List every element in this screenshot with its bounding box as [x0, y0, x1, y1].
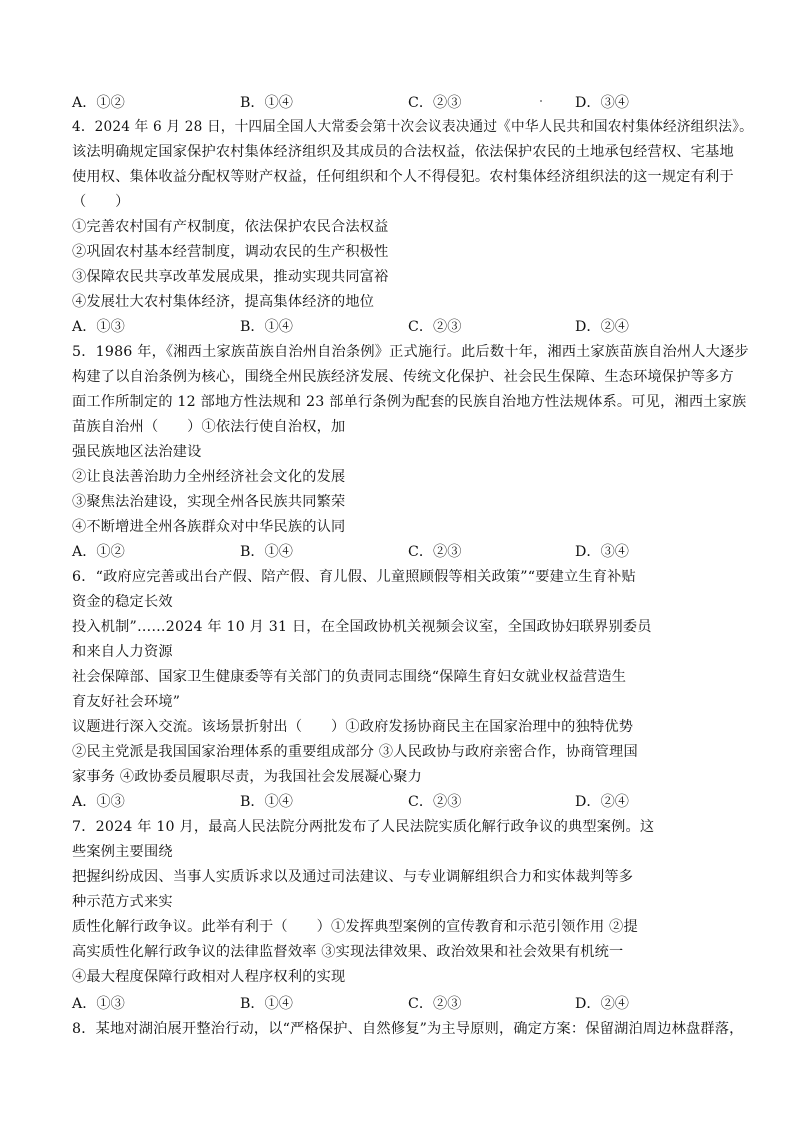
q6-statements: ②民主党派是我国国家治理体系的重要组成部分 ③人民政协与政府亲密合作，协商管理国	[72, 744, 638, 760]
q4-stem-line: 4．2024 年 6 月 28 日，十四届全国人大常委会第十次会议表决通过《中华人民共和国农村集体经济组织法》。	[72, 119, 753, 135]
q3-options	[72, 94, 692, 112]
q6-statements: 家事务 ④政协委员履职尽责，为我国社会发展凝心聚力	[72, 769, 423, 785]
q6-option-d[interactable]: D．②④	[575, 794, 629, 810]
q4-stem-line: 使用权、集体收益分配权等财产权益，任何组织和个人不得侵犯。农村集体经济组织法的这一规定有利于	[72, 169, 734, 185]
q6-option-a[interactable]: A．①③	[72, 794, 125, 810]
q4-options	[72, 318, 692, 336]
q6-options	[72, 793, 692, 811]
q4-statement-2: ②巩固农村基本经营制度，调动农民的生产积极性	[72, 244, 389, 260]
q5-stem-line: 苗族自治州（ ）①依法行使自治权，加	[72, 419, 346, 435]
q7-option-c[interactable]: C．②③	[408, 996, 462, 1012]
q5-option-a[interactable]: A．①②	[72, 544, 125, 560]
q7-option-a[interactable]: A．①③	[72, 996, 125, 1012]
q5-stem-line: 面工作所制定的 12 部地方性法规和 23 部单行条例为配套的民族自治地方性法规体系。可见，湘西土家族	[72, 394, 747, 410]
q4-statement-1: ①完善农村国有产权制度，依法保护农民合法权益	[72, 219, 389, 235]
q8-stem-line: 8．某地对湖泊展开整治行动，以“严格保护、自然修复”为主导原则，确定方案：保留湖泊周边林盘群落，	[72, 1021, 744, 1037]
q6-stem-line: 6．“政府应完善或出台产假、陪产假、育儿假、儿童照顾假等相关政策”“要建立生育补贴	[72, 569, 636, 585]
q5-statement-4: ④不断增进全州各族群众对中华民族的认同	[72, 519, 346, 535]
q5-option-d[interactable]: D．③④	[575, 544, 629, 560]
q7-stem-line: 些案例主要围绕	[72, 844, 173, 860]
q5-option-c[interactable]: C．②③	[408, 544, 462, 560]
q5-statement-2: ②让良法善治助力全州经济社会文化的发展	[72, 469, 346, 485]
q4-stem-line: 该法明确规定国家保护农村集体经济组织及其成员的合法权益，依法保护农民的土地承包经营权、宅基地	[72, 144, 734, 160]
q4-answer-blank: （ ）	[72, 194, 130, 210]
q5-stem-line: 构建了以自治条例为核心，围绕全州民族经济发展、传统文化保护、社会民生保障、生态环境保护等多方	[72, 369, 734, 385]
q4-option-a[interactable]: A．①③	[72, 319, 125, 335]
q7-option-b[interactable]: B．①④	[240, 996, 293, 1012]
q5-stem-line: 5．1986 年，《湘西土家族苗族自治州自治条例》正式施行。此后数十年，湘西土家族苗族自治州人大逐步	[72, 344, 749, 360]
q3-option-d[interactable]: D．③④	[575, 95, 629, 111]
q7-stem-line: 把握纠纷成因、当事人实质诉求以及通过司法建议、与专业调解组织合力和实体裁判等多	[72, 869, 634, 885]
q5-options	[72, 543, 692, 561]
q7-statements: 高实质性化解行政争议的法律监督效率 ③实现法律效果、政治效果和社会效果有机统一	[72, 944, 624, 960]
q3-option-a[interactable]: A．①②	[72, 95, 125, 111]
q6-stem-line: 育友好社会环境”	[72, 694, 181, 710]
q6-stem-line: 社会保障部、国家卫生健康委等有关部门的负责同志围绕“保障生育妇女就业权益营造生	[72, 669, 627, 685]
q6-stem-line: 资金的稳定长效	[72, 594, 173, 610]
q6-stem-line: 议题进行深入交流。该场景折射出（ ）①政府发扬协商民主在国家治理中的独特优势	[72, 719, 634, 735]
q7-stem-line: 种示范方式来实	[72, 894, 173, 910]
q7-statements: ④最大程度保障行政相对人程序权利的实现	[72, 969, 346, 985]
q3-option-c[interactable]: C．②③	[408, 95, 462, 111]
q4-statement-3: ③保障农民共享改革发展成果，推动实现共同富裕	[72, 269, 389, 285]
q7-option-d[interactable]: D．②④	[575, 996, 629, 1012]
q7-stem-line: 7．2024 年 10 月，最高人民法院分两批发布了人民法院实质化解行政争议的典型案例。这	[72, 819, 655, 835]
q5-statement-1-cont: 强民族地区法治建设	[72, 444, 202, 460]
q7-stem-line: 质性化解行政争议。此举有利于（ ）①发挥典型案例的宣传教育和示范引领作用 ②提	[72, 919, 638, 935]
q4-option-d[interactable]: D．②④	[575, 319, 629, 335]
scan-speck	[540, 100, 542, 102]
q4-option-b[interactable]: B．①④	[240, 319, 293, 335]
q4-option-c[interactable]: C．②③	[408, 319, 462, 335]
q6-stem-line: 和来自人力资源	[72, 644, 173, 660]
q3-option-b[interactable]: B．①④	[240, 95, 293, 111]
q7-options	[72, 995, 692, 1013]
q6-option-b[interactable]: B．①④	[240, 794, 293, 810]
q5-option-b[interactable]: B．①④	[240, 544, 293, 560]
q6-stem-line: 投入机制”……2024 年 10 月 31 日，在全国政协机关视频会议室，全国政协妇联界别委员	[72, 619, 652, 635]
q5-statement-3: ③聚焦法治建设，实现全州各民族共同繁荣	[72, 494, 346, 510]
q4-statement-4: ④发展壮大农村集体经济，提高集体经济的地位	[72, 294, 375, 310]
q6-option-c[interactable]: C．②③	[408, 794, 462, 810]
